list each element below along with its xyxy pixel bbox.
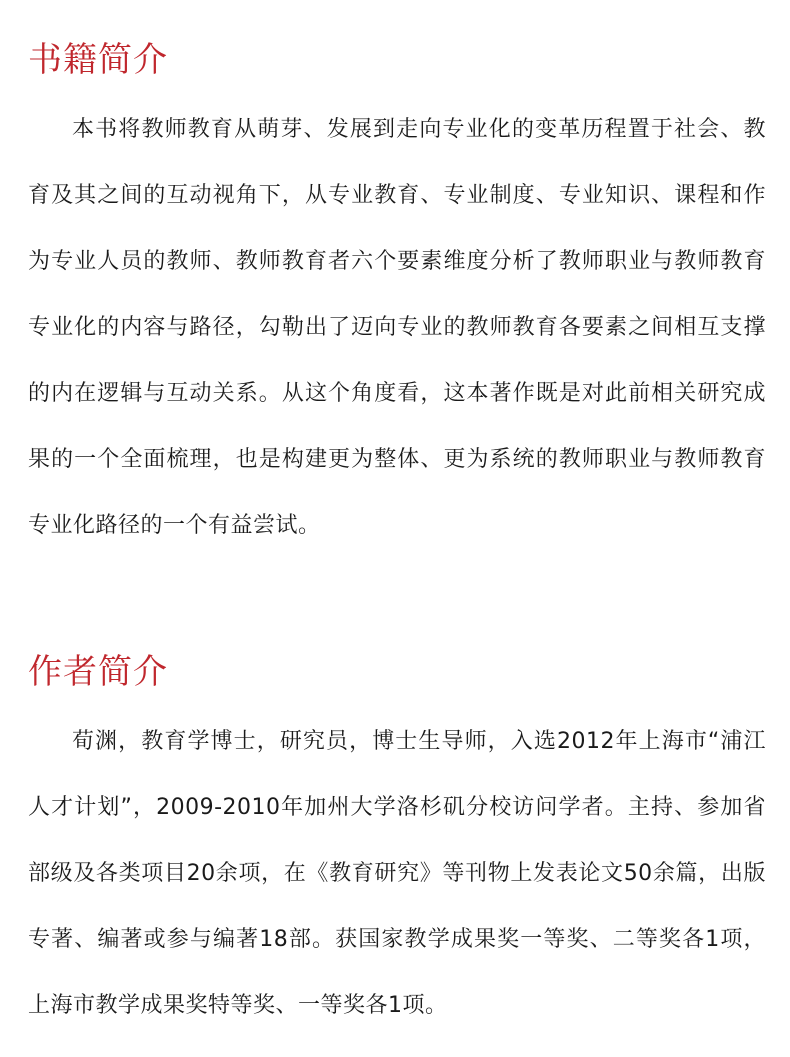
author-intro-paragraph: 荀渊，教育学博士，研究员，博士生导师，入选2012年上海市“浦江人才计划”，2009-2010年加州大学洛杉矶分校访问学者。主持、参加省部级及各类项目20余项，在《教育研究》等刊物上发表论文50余篇，出版专著、编著或参与编著18部。获国家教学成果奖一等奖、二等奖各1项，上海市教学成果奖特等奖、一等奖各1项。 <box>28 729 766 1018</box>
author-intro-heading: 作者简介 <box>28 652 168 692</box>
book-intro-heading: 书籍简介 <box>28 40 168 80</box>
book-intro-paragraph: 本书将教师教育从萌芽、发展到走向专业化的变革历程置于社会、教育及其之间的互动视角下，从专业教育、专业制度、专业知识、课程和作为专业人员的教师、教师教育者六个要素维度分析了教师职业与教师教育专业化的内容与路径，勾勒出了迈向专业的教师教育各要素之间相互支撑的内在逻辑与互动关系。从这个角度看，这本著作既是对此前相关研究成果的一个全面梳理，也是构建更为整体、更为系统的教师职业与教师教育专业化路径的一个有益尝试。 <box>28 117 766 538</box>
